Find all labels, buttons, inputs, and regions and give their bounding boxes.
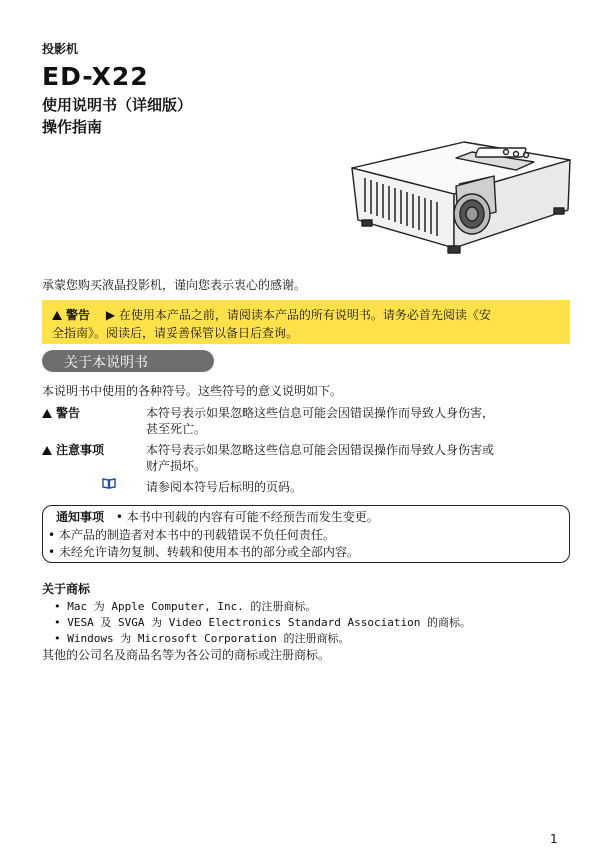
notice-item-1: • 本书中刊载的内容有可能不经预告而发生变更。 bbox=[115, 510, 379, 524]
notice-item-3: • 未经允许请勿复制、转载和使用本书的部分或全部内容。 bbox=[48, 545, 359, 559]
warning-box bbox=[42, 300, 570, 344]
warning-line-1 bbox=[52, 306, 491, 323]
notice-label: 通知事项 bbox=[56, 510, 105, 524]
warning-label: 警告 bbox=[66, 308, 91, 322]
intro-text: 承蒙您购买液晶投影机，谨向您表示衷心的感谢。 bbox=[42, 278, 307, 292]
warning-triangle-icon bbox=[52, 311, 62, 320]
page-number: 1 bbox=[550, 832, 558, 846]
manual-title: 使用说明书（详细版） bbox=[42, 96, 193, 114]
document-type: 投影机 bbox=[42, 42, 79, 56]
symbol-caution-desc-1: 本符号表示如果忽略这些信息可能会因错误操作而导致人身伤害或 bbox=[146, 443, 495, 457]
caution-triangle-icon bbox=[42, 446, 52, 455]
section-heading bbox=[42, 350, 214, 372]
symbol-page-ref-desc: 请参阅本符号后标明的页码。 bbox=[146, 480, 303, 494]
notice-line-1 bbox=[56, 508, 379, 525]
symbol-warning-desc-2: 甚至死亡。 bbox=[146, 422, 207, 436]
trademarks-footer: 其他的公司名及商品名等为各公司的商标或注册商标。 bbox=[42, 648, 331, 662]
projector-illustration bbox=[344, 138, 574, 262]
book-icon bbox=[102, 478, 116, 489]
manual-subtitle: 操作指南 bbox=[42, 118, 103, 136]
symbol-caution-desc-2: 财产损坏。 bbox=[146, 459, 207, 473]
trademark-item-3: • Windows 为 Microsoft Corporation 的注册商标。 bbox=[54, 632, 350, 645]
symbol-caution-label: 注意事项 bbox=[42, 441, 104, 458]
notice-item-2: • 本产品的制造者对本书中的刊载错误不负任何责任。 bbox=[48, 528, 335, 542]
warning-triangle-icon bbox=[42, 409, 52, 418]
symbol-warning-desc-1: 本符号表示如果忽略这些信息可能会因错误操作而导致人身伤害， bbox=[146, 406, 495, 420]
trademark-item-1: • Mac 为 Apple Computer, Inc. 的注册商标。 bbox=[54, 600, 317, 613]
symbol-warning-label: 警告 bbox=[42, 404, 80, 421]
trademarks-title: 关于商标 bbox=[42, 582, 91, 596]
trademark-item-2: • VESA 及 SVGA 为 Video Electronics Standard Association 的商标。 bbox=[54, 616, 471, 629]
warning-text-1: 在使用本产品之前，请阅读本产品的所有说明书。请务必首先阅读《安 bbox=[118, 308, 491, 322]
arrow-right-icon: ▶ bbox=[105, 308, 116, 322]
warning-text-2: 全指南》。阅读后，请妥善保管以备日后查询。 bbox=[52, 326, 299, 340]
section-title: 关于本说明书 bbox=[64, 355, 148, 371]
section-lead: 本说明书中使用的各种符号。这些符号的意义说明如下。 bbox=[42, 384, 343, 398]
model-name: ED-X22 bbox=[42, 62, 149, 91]
